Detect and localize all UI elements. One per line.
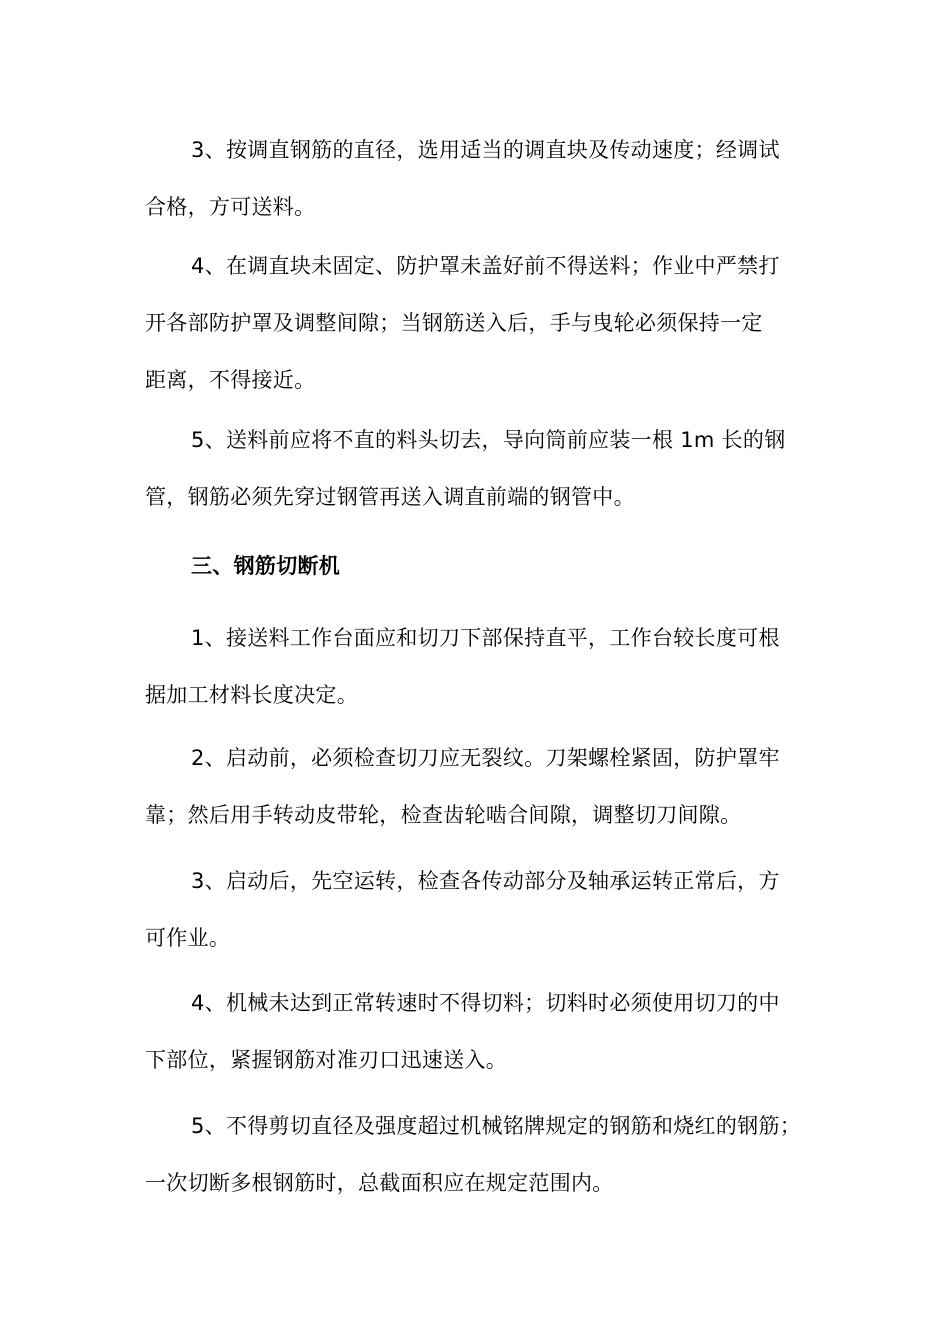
text-line: 1、接送料工作台面应和切刀下部保持直平，工作台较长度可根 [191,626,780,650]
text-line: 开各部防护罩及调整间隙；当钢筋送入后，手与曳轮必须保持一定 [145,311,763,335]
paragraph-cutter-item-2 [145,730,810,844]
text-line: 4、机械未达到正常转速时不得切料；切料时必须使用切刀的中 [191,991,780,1015]
text-line: 2、启动前，必须检查切刀应无裂纹。刀架螺栓紧固，防护罩牢 [191,746,780,770]
text-line: 5、不得剪切直径及强度超过机械铭牌规定的钢筋和烧红的钢筋； [191,1114,802,1138]
heading-text: 三、钢筋切断机 [191,554,341,578]
section-heading-cutter [145,538,810,595]
paragraph-cutter-item-5 [145,1098,810,1212]
text-line: 管，钢筋必须先穿过钢管再送入调直前端的钢管中。 [145,485,635,509]
paragraph-cutter-item-3 [145,853,810,967]
text-line: 5、送料前应将不直的料头切去，导向筒前应装一根 1m 长的钢 [191,428,786,452]
text-line: 据加工材料长度决定。 [145,683,358,707]
paragraph-straightener-item-5 [145,412,810,526]
text-line: 可作业。 [145,926,231,950]
paragraph-straightener-item-4 [145,238,810,409]
text-line: 3、启动后，先空运转，检查各传动部分及轴承运转正常后，方 [191,869,780,893]
paragraph-cutter-item-4 [145,975,810,1089]
paragraph-straightener-item-3 [145,122,810,236]
text-line: 下部位，紧握钢筋对准刃口迅速送入。 [145,1048,508,1072]
text-line: 一次切断多根钢筋时，总截面积应在规定范围内。 [145,1171,614,1195]
paragraph-cutter-item-1 [145,610,810,724]
text-line: 合格，方可送料。 [145,195,316,219]
text-line: 3、按调直钢筋的直径，选用适当的调直块及传动速度；经调试 [191,138,780,162]
text-line: 靠；然后用手转动皮带轮，检查齿轮啮合间隙，调整切刀间隙。 [145,803,742,827]
text-line: 距离，不得接近。 [145,368,316,392]
text-line: 4、在调直块未固定、防护罩未盖好前不得送料；作业中严禁打 [191,254,780,278]
